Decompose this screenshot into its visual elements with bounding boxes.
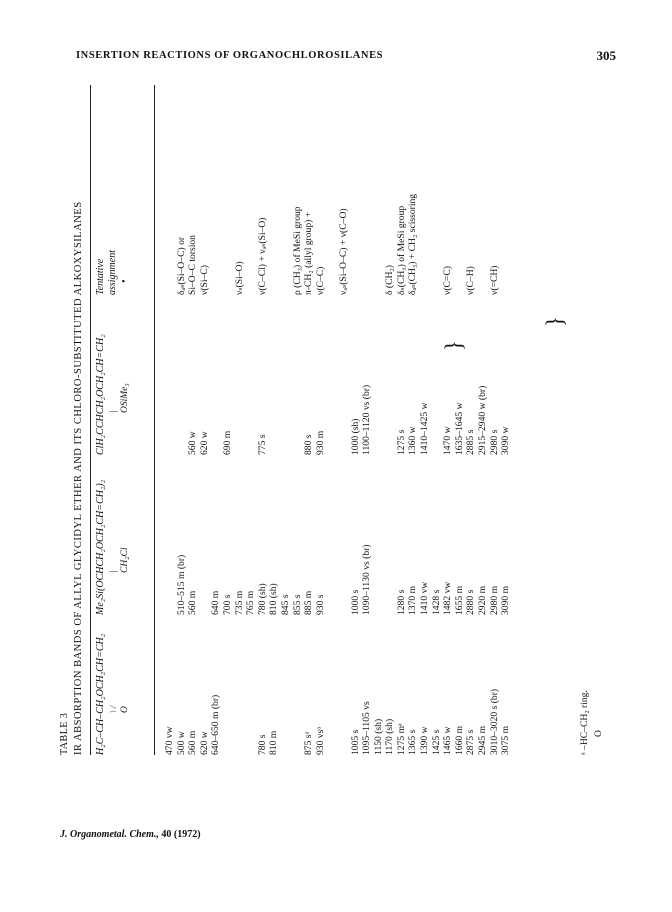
table-cell: 775 s [256,434,268,455]
table-cell: 810 m [268,730,280,755]
rotated-table [59,85,649,755]
table-cell: 1090–1130 vs (br) [361,544,373,615]
table-cell: 1425 s [430,729,442,755]
table-cell: 3010–3020 s (br) [488,688,500,755]
table-cell: 1410 vw [419,581,431,615]
table-cell: 880 s [303,434,315,455]
table-cell: 3075 m [500,725,512,755]
table-cell: 690 m [221,430,233,455]
page-number: 305 [596,48,616,63]
table-header-rule [154,85,155,755]
table-top-rule [90,85,91,755]
brace-glyph: } [439,340,468,351]
table-cell: 1000 (sh) [349,418,361,455]
table-cell: 1280 s [395,589,407,615]
table-caption: IR ABSORPTION BANDS OF ALLYL GLYCIDYL ETHER AND ITS CHLORO-SUBSTITUTED ALKOXYSILANES [73,201,84,755]
table-cell: 810 (sh) [268,583,280,615]
table-cell: 1360 w [407,426,419,455]
table-cell: νₐₛ(Si–O–C) + ν(C–O) [337,208,349,295]
table-cell: 930 m [314,430,326,455]
table-cell: 470 vw [164,726,175,755]
table-cell: 560 m [187,590,199,615]
column-assignment-values [164,85,512,295]
table-cell: δₐₛ(CH₃) + CH₂ scissoring [407,193,419,295]
table-cell: 1635–1645 w [453,402,465,455]
table-cell: 700 s [221,594,233,615]
table-cell: 1365 s [407,729,419,755]
table-cell: 780 (sh) [256,583,268,615]
table-cell [280,85,292,295]
table-cell: 560 m [187,730,199,755]
table-cell: Si–O–C torsion [187,235,199,295]
table-cell: 1170 (sh) [384,718,396,755]
table-cell: 2880 s [465,589,477,615]
running-title: INSERTION REACTIONS OF ORGANOCHLOROSILANES [76,50,384,61]
table-cell: 1465 w [442,726,454,755]
table-cell: δₐₛ(Si–O–C) or [175,236,187,295]
table-cell: 1428 s [430,589,442,615]
table-cell: 620 w [198,731,210,755]
table-cell: 1410–1425 w [419,402,431,455]
column-header-bond: | [108,570,118,573]
table-cell: 560 w [187,431,199,455]
table-cell [477,85,489,295]
column-header-title: Tentative [95,258,106,295]
table-cell: π-CH₂ (allyl group) + [303,211,315,295]
column-header-bond: | [108,410,118,413]
table-cell: 2980 m [488,585,500,615]
column-header-bond: \ / [108,705,118,713]
table-cell: 2875 s [465,729,477,755]
table-cell: 500 w [175,731,187,755]
table-cell [431,85,443,295]
table-cell: 930 vsᵃ [314,727,326,755]
table-cell: 1370 m [407,585,419,615]
table-cell: 2980 s [488,429,500,455]
table-cell: ν(C–C) [314,266,326,295]
table-cell: 2915–2940 w (br) [477,385,489,455]
table-cell [268,85,280,295]
table-cell: 1275 s [395,429,407,455]
table-cell [210,85,222,295]
table-cell [454,85,466,295]
table-cell: 1470 w [442,426,454,455]
table-cell: 1275 mᵃ [395,723,407,755]
table-cell [419,85,431,295]
footnote-text: ᵃ –HC–CH₂ ring. [579,690,590,755]
table-cell: 2920 m [477,585,489,615]
table-cell: δ (CH₂) [384,265,396,295]
table-cell: 2945 m [477,725,489,755]
journal-volume: 40 (1972) [161,829,201,840]
table-cell [373,85,385,295]
table-cell: δₛ(CH₃) of MeSi group [395,205,407,295]
table-cell: ν(Si–C) [198,265,210,295]
table-cell: 885 m [303,590,315,615]
page-header [76,50,616,70]
table-cell: νₛ(Si–O) [233,261,245,295]
table-cell [222,85,234,295]
table-cell: 1150 (sh) [372,718,384,755]
table-cell: 930 s [314,594,326,615]
column-header-substituent: CH₂Cl [120,547,130,573]
column-header-formula: ClH₂CCHCH₂OCH₂CH=CH₂ [95,334,106,455]
table-cell: ν(C=C) [442,266,454,295]
table-cell: 1000 s [349,589,361,615]
table-cell: 735 m [233,590,245,615]
column-header-formula: H₂C–CH–CH₂OCH₂CH=CH₂ [95,633,106,755]
table-cell [350,85,362,295]
table-cell: ν(C–H) [465,266,477,295]
table-cell: 620 w [198,431,210,455]
column-header-assignment [95,85,131,295]
column-header-title-2: assignment [107,250,118,295]
table-cell: 510–515 m (br) [175,554,187,615]
column-header-formula: Me₂Si(OCHCH₂OCH₂CH=CH₂)₂ [95,479,106,615]
table-cell: 1655 m [453,585,465,615]
table-cell: 3090 m [500,585,512,615]
brace-glyph: } [540,316,569,327]
table-cell: 855 s [291,594,303,615]
table-cell: 640 m [210,590,222,615]
table-cell: ρ (CH₃) of MeSi group [291,206,303,295]
table-cell: ν(=CH) [488,265,500,295]
footnote-ring-oxygen: O [593,730,604,737]
table-cell: 875 sᵃ [303,731,315,755]
page-footer [60,829,201,840]
table-cell: 1005 s [349,729,361,755]
table-cell: 1100–1120 vs (br) [361,384,373,455]
column-header-substituent: O [120,706,130,713]
table-cell: 780 s [256,734,268,755]
table-cell: 1660 m [453,725,465,755]
table-cell: 640–650 m (br) [210,694,222,755]
table-cell: 845 s [279,594,291,615]
table-cell: 765 m [245,590,257,615]
column-header-substituent: OSiMe₃ [120,383,130,413]
journal-name: J. Organometal. Chem., [60,829,159,840]
table-cell: ν(C–Cl) + νₐₛ(Si–O) [256,217,268,295]
column-header-footnote-mark: • [119,279,130,283]
table-cell: 1095–1105 vs [361,701,373,755]
table-cell [245,85,257,295]
table-cell: 2885 s [465,429,477,455]
table-label: TABLE 3 [59,712,70,755]
table-cell [326,85,338,295]
table-cell [361,85,373,295]
table-cell: 1482 vw [442,581,454,615]
table-cell: 1390 w [419,726,431,755]
table-footnote [579,690,604,755]
table-cell: 3090 w [500,426,512,455]
table-cell [500,85,512,295]
table-cell [164,85,176,295]
